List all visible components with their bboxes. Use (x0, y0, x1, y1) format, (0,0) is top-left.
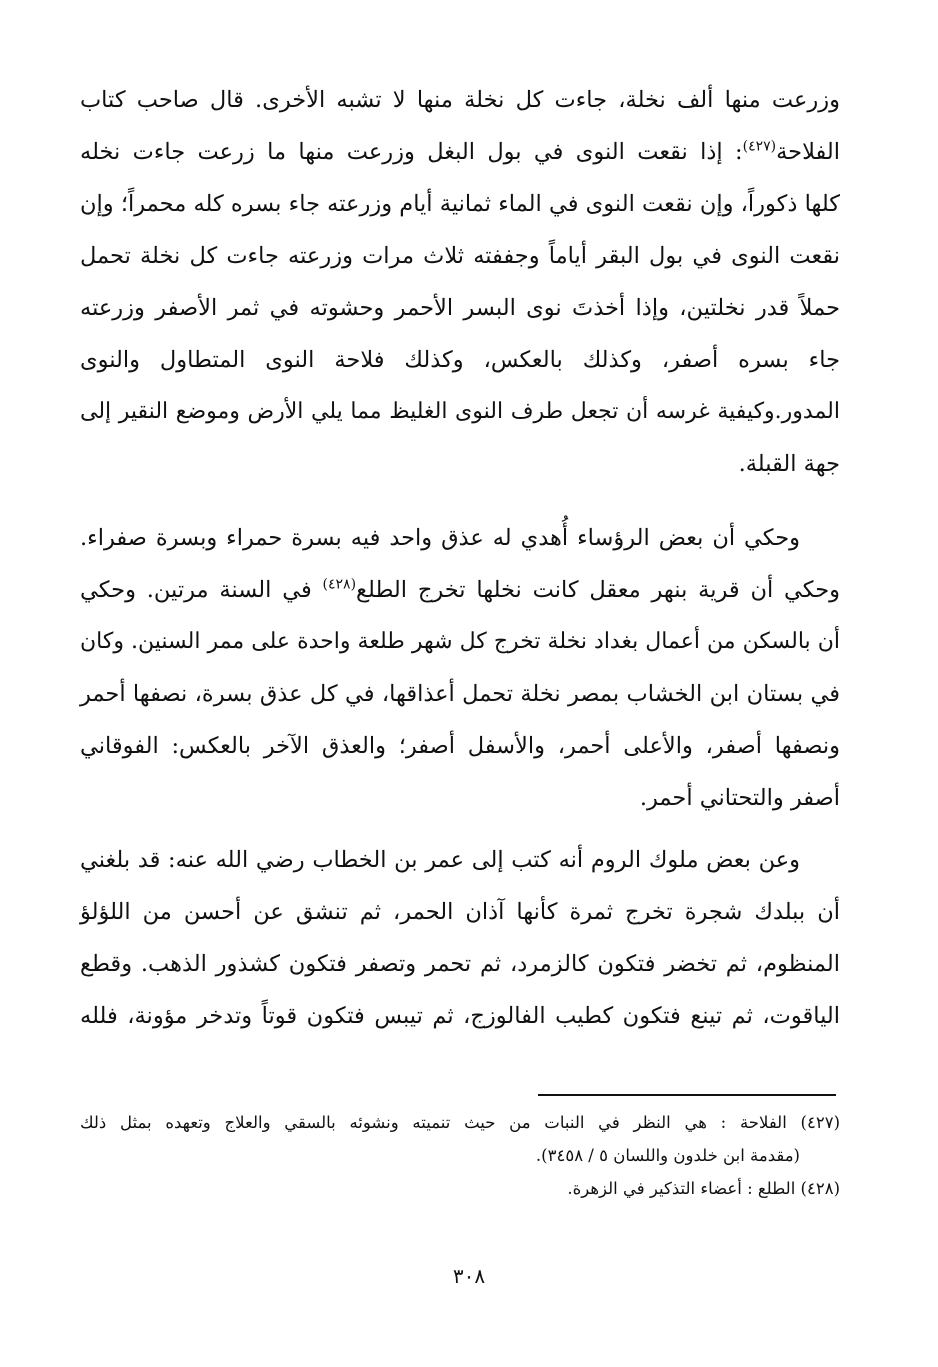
footnote-427: (٤٢٧) الفلاحة : هي النظر في النبات من حيث تنميته ونشوئه بالسقي والعلاج وتعهده بمثل ذلك (80, 1113, 840, 1132)
paragraph-2-line: أصفر والتحتاني أحمر. (639, 785, 840, 811)
paragraph-1-line: جاء بسره أصفر، وكذلك بالعكس، وكذلك فلاحة النوى المتطاول والنوى (80, 347, 840, 373)
paragraph-1-line (80, 126, 840, 178)
paragraph-3-line: الياقوت، ثم تينع فتكون كطيب الفالوزج، ثم تيبس فتكون قوتاً وتدخر مؤونة، فلله (80, 1003, 840, 1029)
paragraph-3-line: وعن بعض ملوك الروم أنه كتب إلى عمر بن الخطاب رضي الله عنه: قد بلغني (80, 847, 800, 873)
paragraph-2 (80, 512, 840, 824)
paragraph-1-line: المدور.وكيفية غرسه أن تجعل طرف النوى الغليظ مما يلي الأرض وموضع النقير إلى (80, 399, 840, 424)
footnote-427-continuation: (مقدمة ابن خلدون واللسان ٥ / ٣٤٥٨). (535, 1146, 800, 1165)
footnote-428: (٤٢٨) الطلع : أعضاء التذكير في الزهرة. (567, 1179, 840, 1198)
footnotes (80, 1106, 840, 1205)
paragraph-3 (80, 834, 840, 1042)
paragraph-2-line-text: وحكي أن قرية بنهر معقل كانت نخلها تخرج الطلع (356, 577, 840, 603)
paragraph-2-line: أن بالسكن من أعمال بغداد نخلة تخرج كل شهر طلعة واحدة على ممر السنين. وكان (80, 629, 840, 654)
paragraph-1 (80, 74, 840, 490)
paragraph-1-line: جهة القبلة. (738, 451, 840, 477)
paragraph-2-line: ونصفها أصفر، والأعلى أحمر، والأسفل أصفر؛ والعذق الآخر بالعكس: الفوقاني (80, 733, 840, 759)
paragraph-3-line: أن ببلدك شجرة تخرج ثمرة كأنها آذان الحمر، ثم تنشق عن أحسن من اللؤلؤ (80, 899, 840, 925)
paragraph-2-line: وحكي أن بعض الرؤساء أُهدي له عذق واحد فيه بسرة حمراء وبسرة صفراء. (80, 525, 800, 551)
footnote-ref-427: (٤٢٧) (742, 138, 777, 155)
paragraph-1-line: حملاً قدر نخلتين، وإذا أخذتَ نوى البسر الأحمر وحشوته في ثمر الأصفر وزرعته (80, 295, 840, 321)
paragraph-1-line-text: : إذا نقعت النوى في بول البغل وزرعت منها ما زرعت جاءت نخله (80, 139, 743, 165)
footnote-ref-428: (٤٢٨) (322, 576, 357, 593)
paragraph-1-line: نقعت النوى في بول البقر أياماً وجففته ثلاث مرات وزرعته جاءت كل نخلة تحمل (80, 243, 840, 269)
paragraph-2-line: في بستان ابن الخشاب بمصر نخلة تحمل أعذاقها، في كل عذق بسرة، نصفها أحمر (80, 681, 840, 707)
paragraph-1-line: وزرعت منها ألف نخلة، جاءت كل نخلة منها لا تشبه الأخرى. قال صاحب كتاب (80, 87, 840, 113)
paragraph-2-line-text: في السنة مرتين. وحكي (80, 577, 323, 603)
page-number: ٣٠٨ (452, 1264, 486, 1288)
paragraph-2-line (80, 564, 840, 616)
paragraph-3-line: المنظوم، ثم تخضر فتكون كالزمرد، ثم تحمر وتصفر فتكون كشذور الذهب. وقطع (80, 951, 840, 977)
paragraph-1-line: كلها ذكوراً، وإن نقعت النوى في الماء ثمانية أيام وزرعته جاء بسره كله محمراً؛ وإن (80, 191, 840, 217)
paragraph-1-line-text: الفلاحة (776, 139, 840, 165)
footnote-separator (538, 1094, 836, 1096)
